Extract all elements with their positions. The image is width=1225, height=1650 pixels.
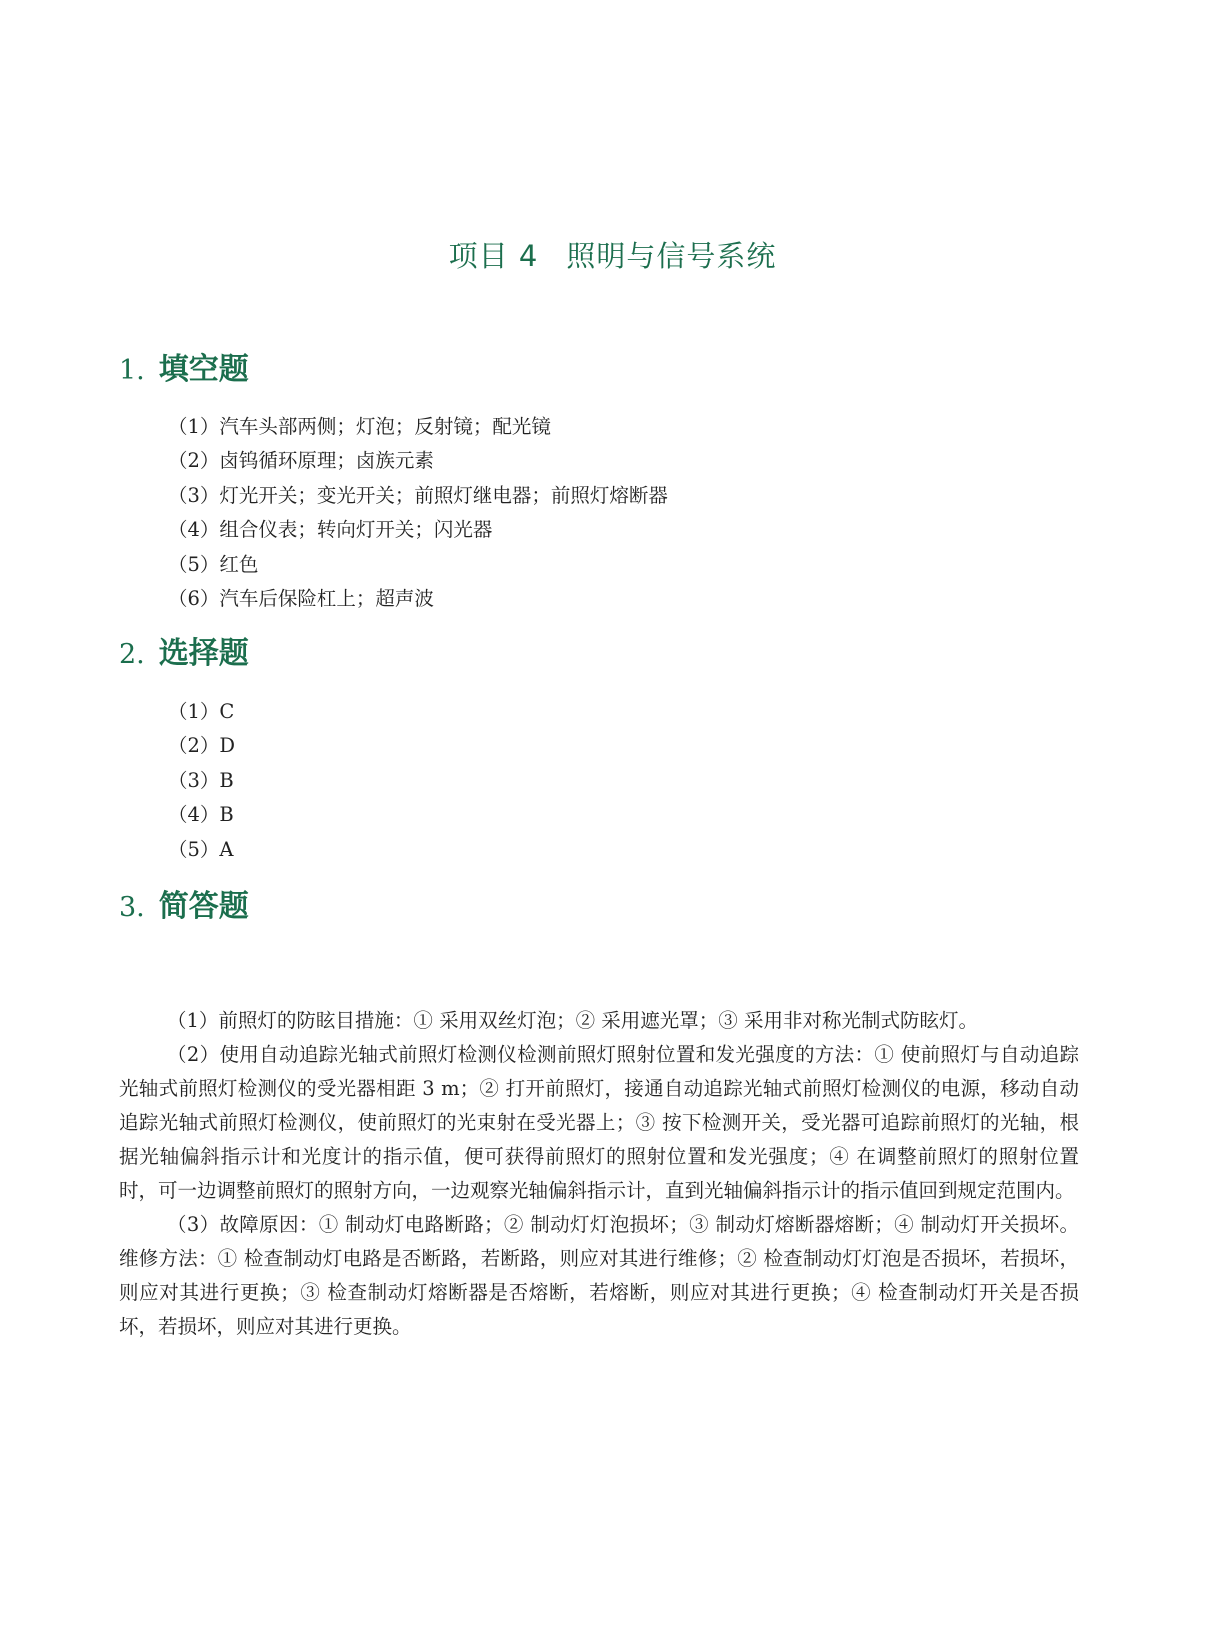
choice-answer-list xyxy=(168,695,235,867)
section-number: 1. xyxy=(119,355,145,386)
section-title: 填空题 xyxy=(158,352,249,387)
answer-paragraph: （3）故障原因：① 制动灯电路断路；② 制动灯灯泡损坏；③ 制动灯熔断器熔断；④ 制动灯开关损坏。维修方法：① 检查制动灯电路是否断路，若断路，则应对其进行维修；② 检查制动灯灯泡是否损坏，若损坏，则应对其进行更换；③ 检查制动灯熔断器是否熔断，若熔断，则应对其进行更换；④ 检查制动灯开关是否损坏，若损坏，则应对其进行更换。 xyxy=(119,1213,1079,1338)
page-title xyxy=(0,236,1225,276)
page-title-text: 照明与信号系统 xyxy=(566,239,777,273)
list-item: （3）B xyxy=(168,768,234,792)
section-title: 选择题 xyxy=(158,636,249,671)
list-item: （2）卤钨循环原理；卤族元素 xyxy=(168,449,434,473)
list-item: （1）汽车头部两侧；灯泡；反射镜；配光镜 xyxy=(168,415,551,438)
short-answer-body xyxy=(119,1004,1079,1344)
list-item: （5）A xyxy=(168,837,234,861)
section-number: 2. xyxy=(119,639,145,670)
section-heading-fill-in xyxy=(119,350,249,391)
list-item: （2）D xyxy=(168,734,236,758)
section-heading-short-answer xyxy=(119,887,249,928)
answer-paragraph: （1）前照灯的防眩目措施：① 采用双丝灯泡；② 采用遮光罩；③ 采用非对称光制式防眩灯。 xyxy=(167,1009,979,1032)
section-heading-choice xyxy=(119,634,249,675)
section-title: 简答题 xyxy=(158,889,249,924)
page-title-prefix: 项目 4 xyxy=(448,239,539,273)
list-item: （6）汽车后保险杠上；超声波 xyxy=(168,587,434,611)
section-number: 3. xyxy=(119,892,145,923)
fill-in-answer-list xyxy=(168,410,668,616)
list-item: （1）C xyxy=(168,700,235,723)
answer-paragraph: （2）使用自动追踪光轴式前照灯检测仪检测前照灯照射位置和发光强度的方法：① 使前照灯与自动追踪光轴式前照灯检测仪的受光器相距 3 m；② 打开前照灯，接通自动追踪光轴式前照灯检测仪的电源，移动自动追踪光轴式前照灯检测仪，使前照灯的光束射在受光器上；③ 按下检测开关，受光器可追踪前照灯的光轴，根据光轴偏斜指示计和光度计的指示值，便可获得前照灯的照射位置和发光强度；④ 在调整前照灯的照射位置时，可一边调整前照灯的照射方向，一边观察光轴偏斜指示计，直到光轴偏斜指示计的指示值回到规定范围内。 xyxy=(119,1043,1079,1202)
list-item: （3）灯光开关；变光开关；前照灯继电器；前照灯熔断器 xyxy=(168,483,668,507)
list-item: （4）组合仪表；转向灯开关；闪光器 xyxy=(168,518,493,542)
list-item: （5）红色 xyxy=(168,552,259,576)
list-item: （4）B xyxy=(168,803,234,827)
